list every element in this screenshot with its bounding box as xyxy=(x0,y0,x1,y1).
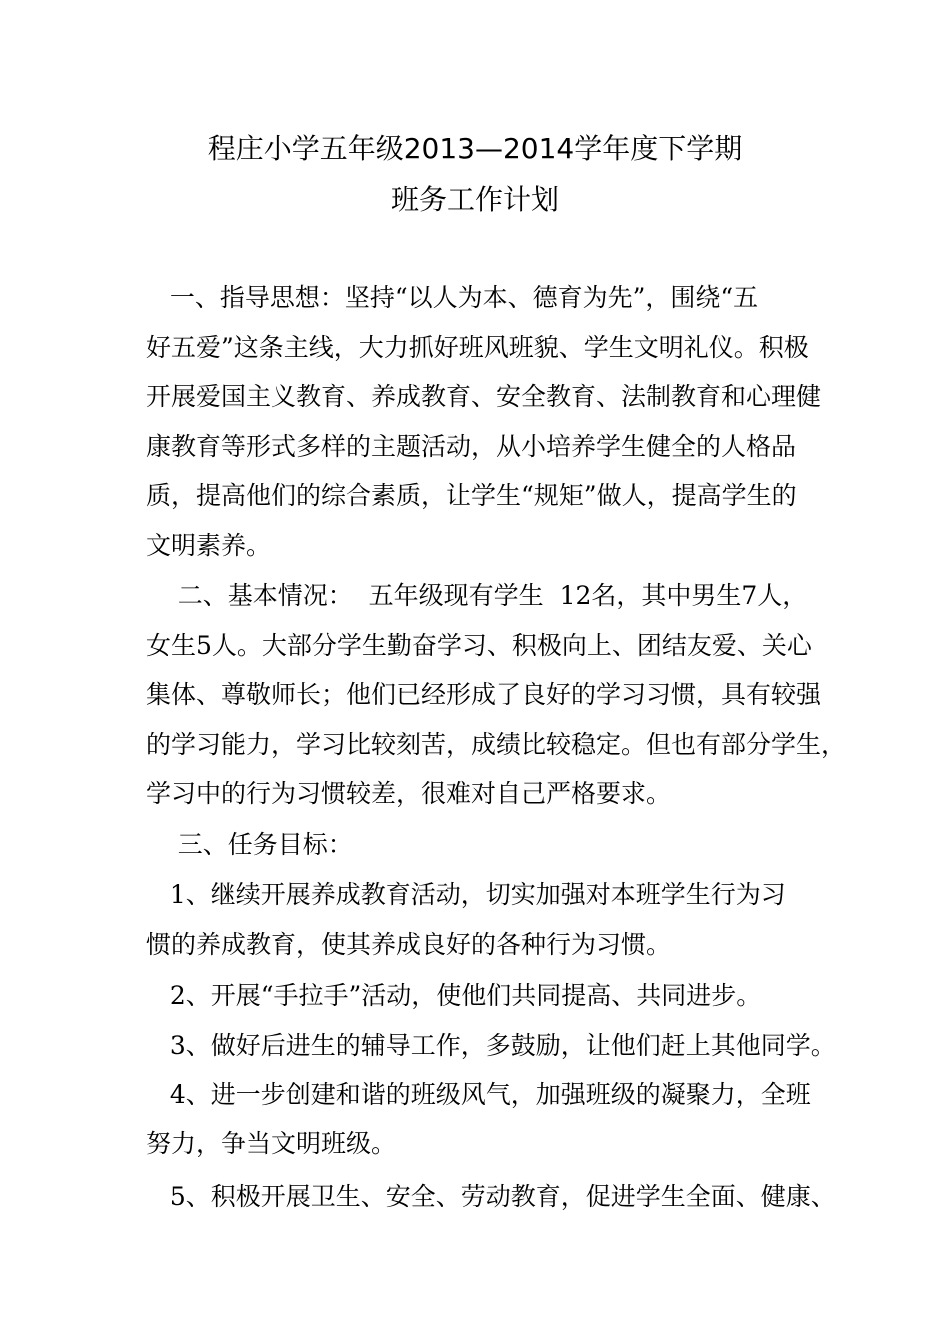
body-line: 集体、尊敬师长；他们已经形成了良好的学习习惯，具有较强 xyxy=(146,680,822,709)
body-line: 二、基本情况： 五年级现有学生 12名，其中男生7人， xyxy=(146,581,808,610)
section-heading: 三、任务目标： xyxy=(146,830,353,859)
body-line: 好五爱”这条主线，大力抓好班风班貌、学生文明礼仪。积极 xyxy=(146,333,809,362)
body-line: 质，提高他们的综合素质，让学生“规矩”做人，提高学生的 xyxy=(146,481,797,510)
body-line: 4、进一步创建和谐的班级风气，加强班级的凝聚力，全班 xyxy=(146,1080,811,1109)
body-line: 文明素养。 xyxy=(146,531,272,560)
body-line: 学习中的行为习惯较差，很难对自己严格要求。 xyxy=(146,779,672,808)
document-title: 程庄小学五年级2013—2014学年度下学期 xyxy=(207,132,743,165)
document-subtitle: 班务工作计划 xyxy=(390,183,559,216)
body-line: 2、开展“手拉手”活动，使他们共同提高、共同进步。 xyxy=(146,981,762,1010)
body-line: 3、做好后进生的辅导工作，多鼓励，让他们赶上其他同学。 xyxy=(146,1031,836,1060)
body-line: 女生5人。大部分学生勤奋学习、积极向上、团结友爱、关心 xyxy=(146,631,812,660)
body-line: 的学习能力，学习比较刻苦，成绩比较稳定。但也有部分学生， xyxy=(146,730,847,759)
body-line: 康教育等形式多样的主题活动，从小培养学生健全的人格品 xyxy=(146,432,797,461)
body-line: 惯的养成教育，使其养成良好的各种行为习惯。 xyxy=(146,930,672,959)
body-line: 开展爱国主义教育、养成教育、安全教育、法制教育和心理健 xyxy=(146,382,822,411)
body-line: 5、积极开展卫生、安全、劳动教育，促进学生全面、健康、 xyxy=(146,1182,836,1211)
body-line: 1、继续开展养成教育活动，切实加强对本班学生行为习 xyxy=(146,880,786,909)
body-line: 努力，争当文明班级。 xyxy=(146,1129,397,1158)
body-line: 一、指导思想：坚持“以人为本、德育为先”，围绕“五 xyxy=(146,283,759,312)
